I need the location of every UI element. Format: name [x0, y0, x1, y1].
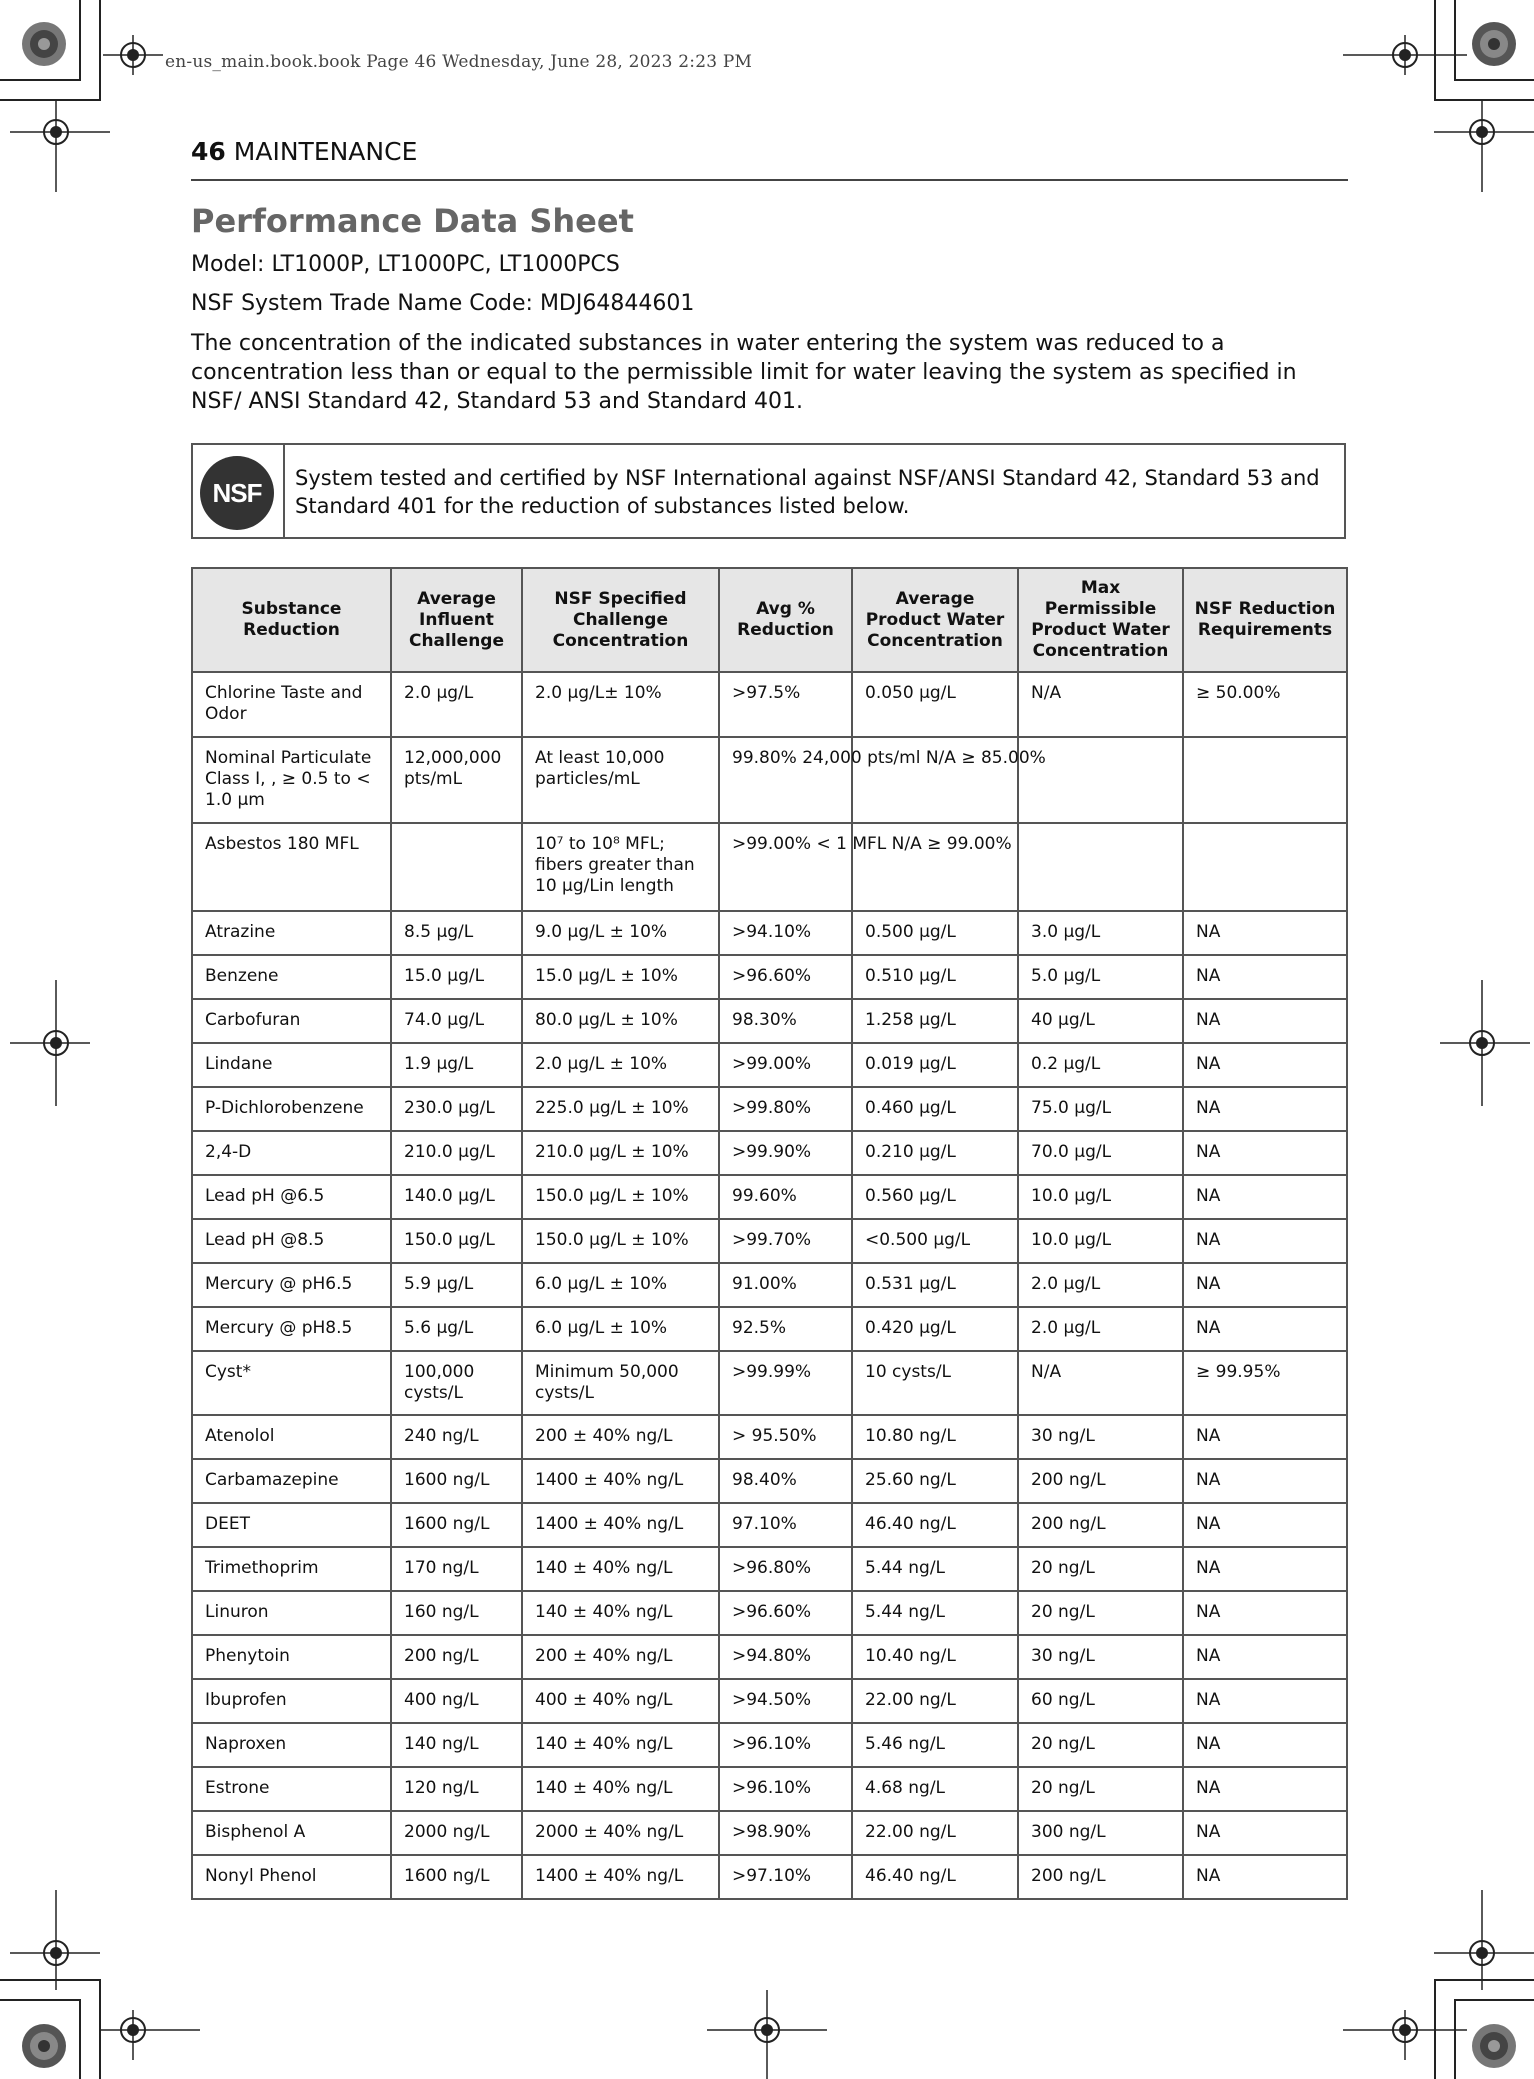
table-cell: 140 ± 40% ng/L [522, 1547, 719, 1591]
color-target-icon [1470, 2022, 1518, 2070]
table-cell: NA [1183, 1503, 1347, 1547]
table-cell: NA [1183, 1175, 1347, 1219]
table-cell: 5.6 µg/L [391, 1307, 522, 1351]
table-cell: 3.0 µg/L [1018, 911, 1183, 955]
table-cell: >94.80% [719, 1635, 852, 1679]
table-cell: 70.0 µg/L [1018, 1131, 1183, 1175]
table-cell: 91.00% [719, 1263, 852, 1307]
table-cell: >94.50% [719, 1679, 852, 1723]
table-cell: 20 ng/L [1018, 1723, 1183, 1767]
table-body [192, 672, 1347, 1899]
table-cell: DEET [192, 1503, 391, 1547]
table-row [192, 1855, 1347, 1899]
table-cell: 1400 ± 40% ng/L [522, 1855, 719, 1899]
table-cell: 9.0 µg/L ± 10% [522, 911, 719, 955]
table-cell: 60 ng/L [1018, 1679, 1183, 1723]
table-cell: >99.70% [719, 1219, 852, 1263]
column-header: Max Permissible Product Water Concentration [1018, 568, 1183, 672]
column-header: Average Product Water Concentration [852, 568, 1018, 672]
table-row [192, 1635, 1347, 1679]
table-cell: 0.500 µg/L [852, 911, 1018, 955]
table-cell: N/A [1018, 1351, 1183, 1415]
table-cell: NA [1183, 1855, 1347, 1899]
nsf-logo-icon [200, 456, 274, 530]
table-cell: At least 10,000 particles/mL [522, 737, 719, 823]
certification-text: System tested and certified by NSF International against NSF/ANSI Standard 42, Standard 53 and Standard 401 for the reduction of substances listed below. [295, 466, 1320, 518]
table-cell: 1.258 µg/L [852, 999, 1018, 1043]
table-cell: 6.0 µg/L ± 10% [522, 1263, 719, 1307]
table-cell: 210.0 µg/L [391, 1131, 522, 1175]
table-cell: 10⁷ to 10⁸ MFL; fibers greater than 10 µg/Lin length [522, 823, 719, 911]
table-cell: 0.560 µg/L [852, 1175, 1018, 1219]
table-cell: Ibuprofen [192, 1679, 391, 1723]
table-cell: Lead pH @8.5 [192, 1219, 391, 1263]
table-cell: NA [1183, 1459, 1347, 1503]
registration-mark-icon [1343, 35, 1467, 75]
table-cell: Benzene [192, 955, 391, 999]
table-cell [391, 823, 522, 911]
table-cell: 92.5% [719, 1307, 852, 1351]
table-cell: 1400 ± 40% ng/L [522, 1459, 719, 1503]
table-row [192, 1263, 1347, 1307]
table-row [192, 1175, 1347, 1219]
column-header: Substance Reduction [192, 568, 391, 672]
table-cell: 98.40% [719, 1459, 852, 1503]
table-cell: Atrazine [192, 911, 391, 955]
table-cell: NA [1183, 1415, 1347, 1459]
table-cell: NA [1183, 1679, 1347, 1723]
table-cell: 10.0 µg/L [1018, 1219, 1183, 1263]
table-cell: Phenytoin [192, 1635, 391, 1679]
table-cell: NA [1183, 999, 1347, 1043]
registration-mark-icon [103, 35, 163, 75]
table-cell: 97.10% [719, 1503, 852, 1547]
table-row [192, 1811, 1347, 1855]
table-cell: 98.30% [719, 999, 852, 1043]
column-header: NSF Specified Challenge Concentration [522, 568, 719, 672]
table-cell: 1600 ng/L [391, 1459, 522, 1503]
table-cell: 2,4-D [192, 1131, 391, 1175]
table-cell: NA [1183, 1087, 1347, 1131]
table-cell: 0.2 µg/L [1018, 1043, 1183, 1087]
table-row [192, 1503, 1347, 1547]
table-cell: >97.5% [719, 672, 852, 737]
table-cell [1018, 823, 1183, 911]
table-cell: 200 ± 40% ng/L [522, 1635, 719, 1679]
table-cell: >97.10% [719, 1855, 852, 1899]
table-cell: >99.80% [719, 1087, 852, 1131]
table-cell: 160 ng/L [391, 1591, 522, 1635]
table-cell: 10 cysts/L [852, 1351, 1018, 1415]
column-header: Average Influent Challenge [391, 568, 522, 672]
running-header: en-us_main.book.book Page 46 Wednesday, June 28, 2023 2:23 PM [165, 52, 753, 72]
table-cell: Bisphenol A [192, 1811, 391, 1855]
table-cell: 1600 ng/L [391, 1855, 522, 1899]
table-cell: 0.019 µg/L [852, 1043, 1018, 1087]
table-cell: 6.0 µg/L ± 10% [522, 1307, 719, 1351]
table-cell: >96.10% [719, 1767, 852, 1811]
performance-table [191, 567, 1348, 1900]
table-cell: >99.00% < 1 MFL N/A ≥ 99.00% [719, 823, 852, 911]
table-cell: 240 ng/L [391, 1415, 522, 1459]
registration-mark-icon [707, 1990, 827, 2079]
table-cell: NA [1183, 1219, 1347, 1263]
table-row [192, 1131, 1347, 1175]
table-cell: Mercury @ pH6.5 [192, 1263, 391, 1307]
table-cell: Naproxen [192, 1723, 391, 1767]
table-cell: ≥ 50.00% [1183, 672, 1347, 737]
table-cell: 300 ng/L [1018, 1811, 1183, 1855]
registration-mark-icon [10, 100, 110, 192]
table-cell: 140 ± 40% ng/L [522, 1767, 719, 1811]
table-cell: Atenolol [192, 1415, 391, 1459]
model-line: Model: LT1000P, LT1000PC, LT1000PCS [191, 252, 620, 277]
table-cell: 99.80% 24,000 pts/ml N/A ≥ 85.00% [719, 737, 852, 823]
table-cell: 2.0 µg/L± 10% [522, 672, 719, 737]
table-cell: 80.0 µg/L ± 10% [522, 999, 719, 1043]
table-cell: 46.40 ng/L [852, 1855, 1018, 1899]
table-row [192, 737, 1347, 823]
table-cell: 2.0 µg/L [1018, 1263, 1183, 1307]
table-cell: 22.00 ng/L [852, 1811, 1018, 1855]
registration-mark-icon [100, 2010, 200, 2060]
registration-mark-icon [1440, 980, 1530, 1106]
nsf-logo-text: NSF [212, 477, 262, 508]
table-cell: ≥ 99.95% [1183, 1351, 1347, 1415]
table-cell: 5.9 µg/L [391, 1263, 522, 1307]
table-cell: 120 ng/L [391, 1767, 522, 1811]
table-cell: 0.531 µg/L [852, 1263, 1018, 1307]
table-cell: >99.00% [719, 1043, 852, 1087]
table-cell: NA [1183, 1635, 1347, 1679]
table-cell: NA [1183, 1547, 1347, 1591]
table-row [192, 1679, 1347, 1723]
table-row [192, 911, 1347, 955]
table-cell: 2000 ± 40% ng/L [522, 1811, 719, 1855]
table-row [192, 1307, 1347, 1351]
table-cell: NA [1183, 1811, 1347, 1855]
table-row [192, 1459, 1347, 1503]
table-cell: 140.0 µg/L [391, 1175, 522, 1219]
table-cell: 20 ng/L [1018, 1547, 1183, 1591]
table-cell: 20 ng/L [1018, 1591, 1183, 1635]
table-cell: 74.0 µg/L [391, 999, 522, 1043]
table-row [192, 1723, 1347, 1767]
registration-mark-icon [1434, 1890, 1534, 1990]
table-cell: 75.0 µg/L [1018, 1087, 1183, 1131]
color-target-icon [20, 20, 68, 68]
table-cell: 0.420 µg/L [852, 1307, 1018, 1351]
table-cell: 2.0 µg/L ± 10% [522, 1043, 719, 1087]
table-cell: >96.60% [719, 955, 852, 999]
table-row [192, 1415, 1347, 1459]
page-title: Performance Data Sheet [191, 202, 634, 240]
registration-mark-icon [10, 980, 90, 1106]
table-cell: 20 ng/L [1018, 1767, 1183, 1811]
table-cell: >96.80% [719, 1547, 852, 1591]
table-cell: 150.0 µg/L [391, 1219, 522, 1263]
table-cell: 4.68 ng/L [852, 1767, 1018, 1811]
section-title: MAINTENANCE [233, 137, 418, 166]
table-cell: 30 ng/L [1018, 1415, 1183, 1459]
table-cell: 2000 ng/L [391, 1811, 522, 1855]
table-cell: > 95.50% [719, 1415, 852, 1459]
table-cell: 1.9 µg/L [391, 1043, 522, 1087]
table-cell: 40 µg/L [1018, 999, 1183, 1043]
color-target-icon [20, 2022, 68, 2070]
table-cell: 2.0 µg/L [391, 672, 522, 737]
table-cell: 25.60 ng/L [852, 1459, 1018, 1503]
table-cell [1183, 737, 1347, 823]
table-header-row [192, 568, 1347, 672]
table-row [192, 955, 1347, 999]
table-cell: >98.90% [719, 1811, 852, 1855]
table-cell: Chlorine Taste and Odor [192, 672, 391, 737]
table-cell: Carbofuran [192, 999, 391, 1043]
section-header [191, 137, 417, 166]
table-cell: 1600 ng/L [391, 1503, 522, 1547]
table-cell: 5.0 µg/L [1018, 955, 1183, 999]
table-cell: N/A [1018, 672, 1183, 737]
table-cell: 22.00 ng/L [852, 1679, 1018, 1723]
table-cell: 5.44 ng/L [852, 1591, 1018, 1635]
table-row [192, 1087, 1347, 1131]
table-cell: 200 ng/L [1018, 1503, 1183, 1547]
table-cell: >96.10% [719, 1723, 852, 1767]
table-cell: Linuron [192, 1591, 391, 1635]
table-cell: 150.0 µg/L ± 10% [522, 1175, 719, 1219]
table-cell: NA [1183, 911, 1347, 955]
trade-name-line: NSF System Trade Name Code: MDJ64844601 [191, 291, 695, 316]
color-target-icon [1470, 20, 1518, 68]
registration-mark-icon [1343, 2010, 1467, 2060]
table-cell: 140 ± 40% ng/L [522, 1723, 719, 1767]
table-cell: 0.050 µg/L [852, 672, 1018, 737]
table-cell: NA [1183, 1591, 1347, 1635]
table-cell: 8.5 µg/L [391, 911, 522, 955]
table-cell: NA [1183, 1767, 1347, 1811]
table-cell: 150.0 µg/L ± 10% [522, 1219, 719, 1263]
table-cell: Mercury @ pH8.5 [192, 1307, 391, 1351]
table-cell: 200 ± 40% ng/L [522, 1415, 719, 1459]
table-cell: NA [1183, 1307, 1347, 1351]
table-row [192, 1219, 1347, 1263]
table-cell: 200 ng/L [391, 1635, 522, 1679]
table-cell: 5.44 ng/L [852, 1547, 1018, 1591]
page-number: 46 [191, 137, 226, 166]
table-row [192, 672, 1347, 737]
table-cell: >99.90% [719, 1131, 852, 1175]
logo-cell [193, 445, 285, 537]
table-cell: 15.0 µg/L ± 10% [522, 955, 719, 999]
table-row [192, 1351, 1347, 1415]
table-cell: 400 ± 40% ng/L [522, 1679, 719, 1723]
table-row [192, 1767, 1347, 1811]
table-row [192, 1591, 1347, 1635]
registration-mark-icon [10, 1890, 100, 1990]
table-cell: Carbamazepine [192, 1459, 391, 1503]
table-cell [1183, 823, 1347, 911]
table-cell: 200 ng/L [1018, 1459, 1183, 1503]
table-cell: NA [1183, 1263, 1347, 1307]
table-cell: 2.0 µg/L [1018, 1307, 1183, 1351]
table-cell: Minimum 50,000 cysts/L [522, 1351, 719, 1415]
table-cell: Estrone [192, 1767, 391, 1811]
table-cell: 200 ng/L [1018, 1855, 1183, 1899]
table-cell: 140 ± 40% ng/L [522, 1591, 719, 1635]
table-cell: 140 ng/L [391, 1723, 522, 1767]
table-cell: NA [1183, 1043, 1347, 1087]
table-cell: Nonyl Phenol [192, 1855, 391, 1899]
table-cell: P-Dichlorobenzene [192, 1087, 391, 1131]
table-cell: 0.210 µg/L [852, 1131, 1018, 1175]
intro-paragraph: The concentration of the indicated substances in water entering the system was reduced to a concentration less than or equal to the permissible limit for water leaving the system as specified in NSF/ ANSI Standard 42, Standard 53 and Standard 401. [191, 331, 1297, 414]
table-cell: NA [1183, 1723, 1347, 1767]
table-row [192, 1547, 1347, 1591]
table-cell: Nominal Particulate Class I, , ≥ 0.5 to < 1.0 µm [192, 737, 391, 823]
table-cell: 230.0 µg/L [391, 1087, 522, 1131]
registration-mark-icon [1434, 100, 1534, 192]
table-row [192, 999, 1347, 1043]
table-row [192, 823, 1347, 911]
table-cell: >96.60% [719, 1591, 852, 1635]
table-cell: 100,000 cysts/L [391, 1351, 522, 1415]
header-rule [191, 179, 1348, 181]
table-cell: 170 ng/L [391, 1547, 522, 1591]
table-cell: 0.460 µg/L [852, 1087, 1018, 1131]
table-cell: <0.500 µg/L [852, 1219, 1018, 1263]
table-cell: 46.40 ng/L [852, 1503, 1018, 1547]
table-cell: >94.10% [719, 911, 852, 955]
table-cell: Lindane [192, 1043, 391, 1087]
table-cell: 5.46 ng/L [852, 1723, 1018, 1767]
table-cell: 12,000,000 pts/mL [391, 737, 522, 823]
table-cell: 0.510 µg/L [852, 955, 1018, 999]
table-cell: 10.40 ng/L [852, 1635, 1018, 1679]
table-cell: Asbestos 180 MFL [192, 823, 391, 911]
table-cell: >99.99% [719, 1351, 852, 1415]
table-cell: NA [1183, 1131, 1347, 1175]
column-header: Avg % Reduction [719, 568, 852, 672]
table-cell: 30 ng/L [1018, 1635, 1183, 1679]
column-header: NSF Reduction Requirements [1183, 568, 1347, 672]
table-cell: 10.0 µg/L [1018, 1175, 1183, 1219]
table-cell: NA [1183, 955, 1347, 999]
certification-box [191, 443, 1346, 539]
table-row [192, 1043, 1347, 1087]
table-cell: Cyst* [192, 1351, 391, 1415]
table-cell: 1400 ± 40% ng/L [522, 1503, 719, 1547]
table-cell: 400 ng/L [391, 1679, 522, 1723]
table-cell: 225.0 µg/L ± 10% [522, 1087, 719, 1131]
table-cell: 99.60% [719, 1175, 852, 1219]
table-cell: 10.80 ng/L [852, 1415, 1018, 1459]
table-cell: Lead pH @6.5 [192, 1175, 391, 1219]
table-cell: Trimethoprim [192, 1547, 391, 1591]
table-cell: 15.0 µg/L [391, 955, 522, 999]
table-cell: 210.0 µg/L ± 10% [522, 1131, 719, 1175]
